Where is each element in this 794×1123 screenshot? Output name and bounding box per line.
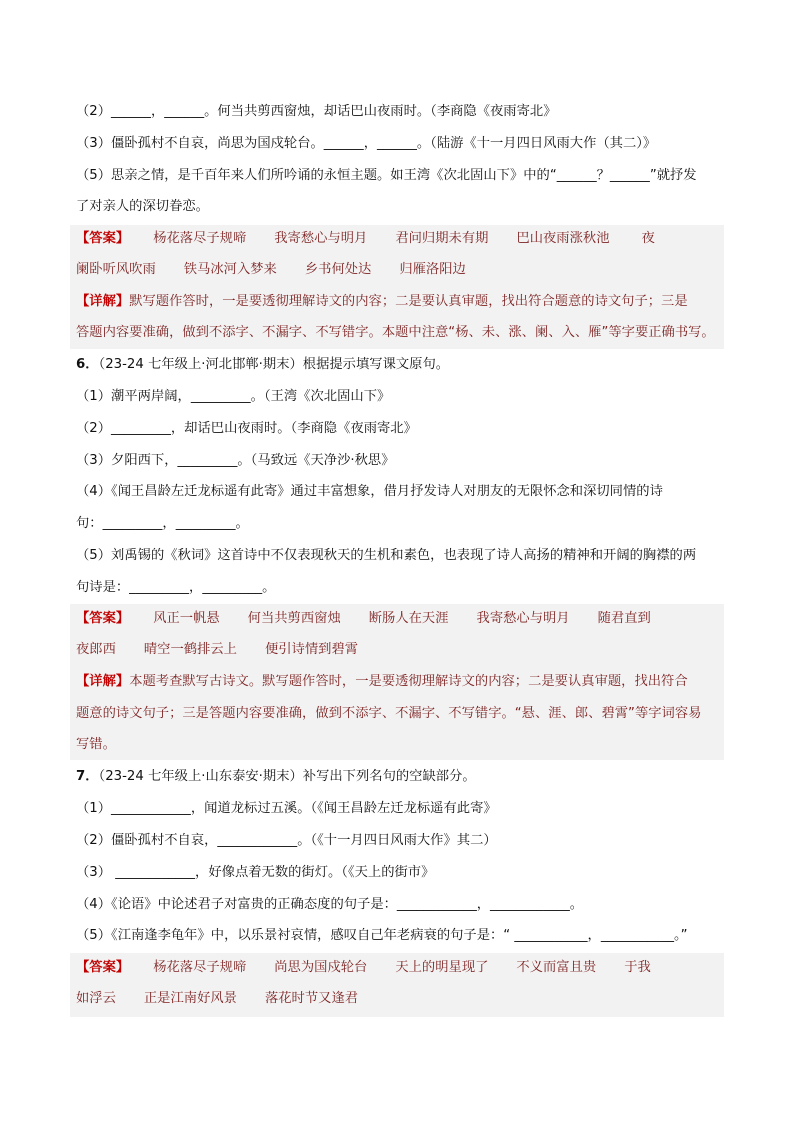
answer-item: 我寄愁心与明月 xyxy=(476,611,570,626)
question-text: （23-24 七年级上·河北邯郸·期末）根据提示填写课文原句。 xyxy=(98,357,450,372)
answer-item: 天上的明星现了 xyxy=(395,960,489,975)
answer-item: 杨花落尽子规啼 xyxy=(153,231,247,246)
answer-item: 夜 xyxy=(641,231,655,246)
q5-line-3: （3）僵卧孤村不自哀，尚思为国戍轮台。______，______。（陆游《十一月四日风雨大作（其二）》 xyxy=(76,136,657,151)
answer-item: 归雁洛阳边 xyxy=(399,262,466,277)
q7-line-2: （2）僵卧孤村不自哀，____________。（《十一月四日风雨大作》其二） xyxy=(76,833,497,848)
answer-item: 乡书何处达 xyxy=(304,262,372,277)
q6-answer-line-1 xyxy=(76,609,651,629)
answer-item: 于我 xyxy=(624,960,651,975)
q7-line-5: （5）《江南逢李龟年》中，以乐景衬哀情，感叹自己年老病衰的句子是：“ ___________，___________。” xyxy=(76,928,688,943)
answer-item: 断肠人在天涯 xyxy=(368,611,449,626)
q5-detail-line-2: 答题内容要准确，做到不添字、不漏字、不写错字。本题中注意“杨、未、涨、阑、入、雁”等字要正确书写。 xyxy=(76,325,715,340)
q6-line-2: （2）_________，却话巴山夜雨时。（李商隐《夜雨寄北》 xyxy=(76,421,417,436)
q5-detail-line-1 xyxy=(76,292,688,312)
answer-item: 便引诗情到碧霄 xyxy=(264,642,359,657)
q7-stem xyxy=(76,767,728,787)
answer-item: 铁马冰河入梦来 xyxy=(183,262,277,277)
detail-text: 本题考查默写古诗文。默写题作答时，一是要透彻理解诗文的内容；二是要认真审题，找出符合 xyxy=(129,674,688,689)
answer-item: 君问归期未有期 xyxy=(395,231,489,246)
q6-line-3: （3）夕阳西下，_________。（马致远《天净沙·秋思》 xyxy=(76,453,395,468)
q6-stem xyxy=(76,355,728,375)
q6-line-5b: 句诗是：_________，_________。 xyxy=(76,580,276,595)
detail-tag: 【详解】 xyxy=(76,674,130,689)
answer-tag: 【答案】 xyxy=(76,231,130,246)
q7-line-1: （1）____________，闻道龙标过五溪。（《闻王昌龄左迁龙标遥有此寄》 xyxy=(76,801,497,816)
q6-line-5a: （5）刘禹锡的《秋词》这首诗中不仅表现秋天的生机和素色，也表现了诗人高扬的精神和开阔的胸襟的两 xyxy=(76,548,697,563)
q6-line-4b: 句：_________，_________。 xyxy=(76,516,249,531)
q7-line-3: （3） ____________，好像点着无数的街灯。（《天上的街市》 xyxy=(76,865,435,880)
q7-answer-line-1 xyxy=(76,958,651,978)
q5-answer-line-1 xyxy=(76,229,655,249)
q6-line-4a: （4）《闻王昌龄左迁龙标遥有此寄》通过丰富想象，借月抒发诗人对朋友的无限怀念和深切同情的诗 xyxy=(76,484,663,499)
answer-item: 夜郎西 xyxy=(76,642,116,657)
q6-detail-line-1 xyxy=(76,672,688,692)
answer-item: 巴山夜雨涨秋池 xyxy=(516,231,610,246)
q7-line-4: （4）《论语》中论述君子对富贵的正确态度的句子是：____________，____________。 xyxy=(76,897,584,912)
answer-tag: 【答案】 xyxy=(76,611,130,626)
q6-detail-line-2: 题意的诗文句子；三是答题内容要准确，做到不添字、不漏字、不写错字。“悬、涯、郎、碧霄”等字词容易 xyxy=(76,706,702,721)
q5-line-5b: 了对亲人的深切眷恋。 xyxy=(76,199,209,214)
answer-item: 晴空一鹤排云上 xyxy=(143,642,237,657)
answer-item: 风正一帆悬 xyxy=(153,611,220,626)
answer-tag: 【答案】 xyxy=(76,960,130,975)
answer-item: 随君直到 xyxy=(597,611,651,626)
question-number: 6． xyxy=(76,357,99,372)
q6-line-1: （1）潮平两岸阔，_________。（王湾《次北固山下》 xyxy=(76,389,391,404)
answer-item: 杨花落尽子规啼 xyxy=(153,960,247,975)
detail-text: 默写题作答时，一是要透彻理解诗文的内容；二是要认真审题，找出符合题意的诗文句子；三是 xyxy=(129,294,688,309)
answer-item: 阑卧听风吹雨 xyxy=(76,262,156,277)
answer-item: 我寄愁心与明月 xyxy=(274,231,368,246)
q6-detail-line-3: 写错。 xyxy=(76,737,116,752)
answer-item: 何当共剪西窗烛 xyxy=(247,611,341,626)
answer-item: 不义而富且贵 xyxy=(516,960,597,975)
answer-item: 如浮云 xyxy=(76,991,116,1006)
q6-answer-line-2 xyxy=(76,640,358,660)
q5-answer-line-2 xyxy=(76,260,466,280)
detail-tag: 【详解】 xyxy=(76,294,130,309)
answer-item: 尚思为国戍轮台 xyxy=(274,960,368,975)
question-text: （23-24 七年级上·山东泰安·期末）补写出下列名句的空缺部分。 xyxy=(98,769,476,784)
answer-item: 落花时节又逢君 xyxy=(264,991,359,1006)
q7-answer-line-2 xyxy=(76,989,358,1009)
q5-line-2: （2）______，______。何当共剪西窗烛，却话巴山夜雨时。（李商隐《夜雨寄北》 xyxy=(76,104,557,119)
q5-line-5a: （5）思亲之情，是千百年来人们所吟诵的永恒主题。如王湾《次北固山下》中的“______？______”就抒发 xyxy=(76,168,697,183)
question-number: 7． xyxy=(76,769,99,784)
answer-item: 正是江南好风景 xyxy=(143,991,237,1006)
